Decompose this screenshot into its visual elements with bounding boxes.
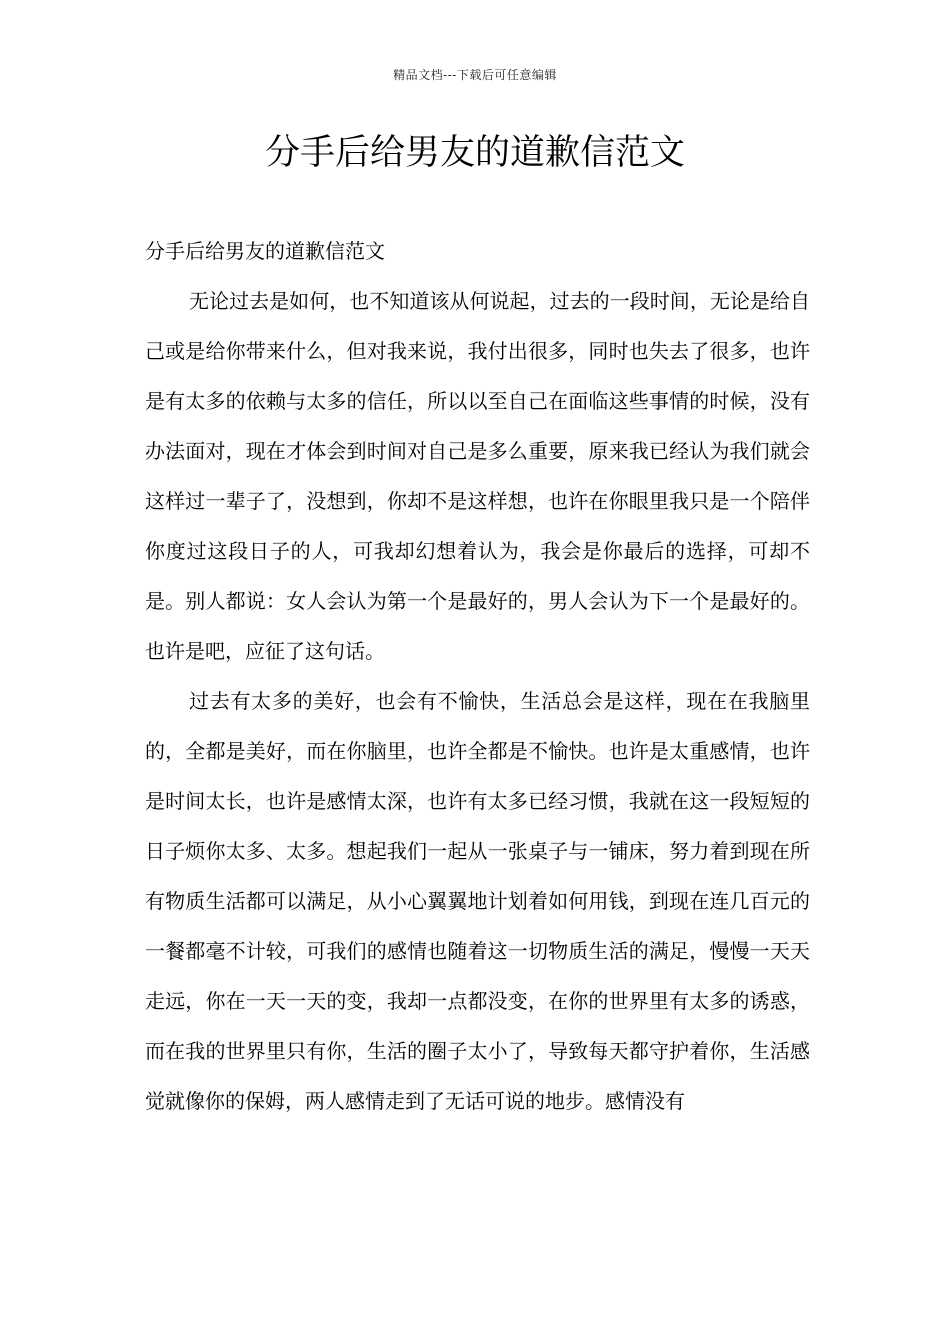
- document-body: [145, 226, 810, 1126]
- paragraph: 无论过去是如何，也不知道该从何说起，过去的一段时间，无论是给自己或是给你带来什么，但对我来说，我付出很多，同时也失去了很多，也许是有太多的依赖与太多的信任，所以以至自己在面临这些事情的时候，没有办法面对，现在才体会到时间对自己是多么重要，原来我已经认为我们就会这样过一辈子了，没想到，你却不是这样想，也许在你眼里我只是一个陪伴你度过这段日子的人，可我却幻想着认为，我会是你最后的选择，可却不是。别人都说：女人会认为第一个是最好的，男人会认为下一个是最好的。也许是吧，应征了这句话。: [145, 289, 810, 663]
- paragraph: 过去有太多的美好，也会有不愉快，生活总会是这样，现在在我脑里的，全都是美好，而在你脑里，也许全都是不愉快。也许是太重感情，也许是时间太长，也许是感情太深，也许有太多已经习惯，我就在这一段短短的日子烦你太多、太多。想起我们一起从一张桌子与一铺床，努力着到现在所有物质生活都可以满足，从小心翼翼地计划着如何用钱，到现在连几百元的一餐都毫不计较，可我们的感情也随着这一切物质生活的满足，慢慢一天天走远，你在一天一天的变，我却一点都没变，在你的世界里有太多的诱惑，而在我的世界里只有你，生活的圈子太小了，导致每天都守护着你，生活感觉就像你的保姆，两人感情走到了无话可说的地步。感情没有: [145, 689, 810, 1113]
- document-subtitle: 分手后给男友的道歉信范文: [145, 239, 385, 263]
- header-note: 精品文档---下载后可任意编辑: [393, 68, 557, 82]
- document-title: 分手后给男友的道歉信范文: [264, 133, 685, 173]
